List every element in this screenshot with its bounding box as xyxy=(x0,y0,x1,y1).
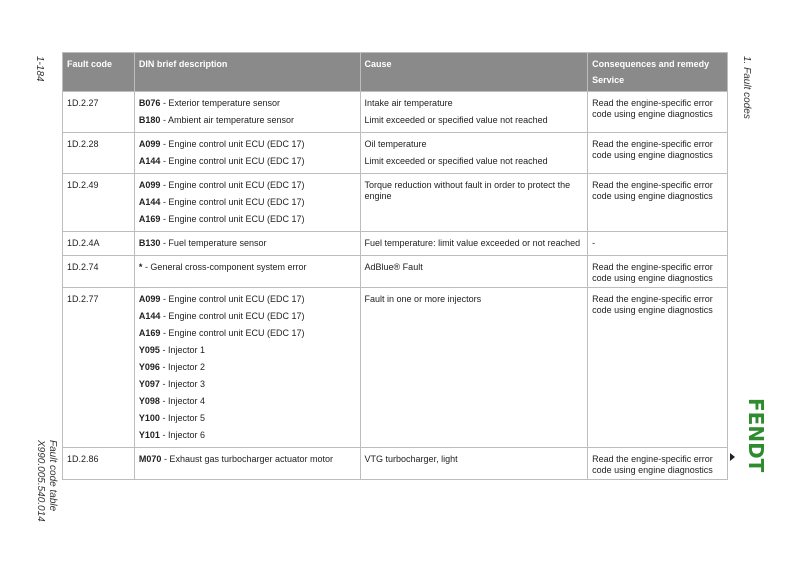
din-entry xyxy=(139,393,356,410)
table-header-row xyxy=(63,53,728,92)
footer-title: Fault code table xyxy=(47,440,58,512)
din-entry xyxy=(139,259,356,276)
din-component-code: Y096 xyxy=(138,362,160,372)
section-title: 1. Fault codes xyxy=(741,56,752,119)
fault-code-cell: 1D.2.4A xyxy=(63,232,135,256)
din-component-text: - Injector 4 xyxy=(159,396,205,406)
din-entry xyxy=(139,136,356,153)
din-entry xyxy=(139,153,356,170)
cause-text: AdBlue® Fault xyxy=(364,262,423,272)
din-entry xyxy=(139,359,356,376)
fault-code-cell: 1D.2.74 xyxy=(63,256,135,288)
fault-code-cell: 1D.2.86 xyxy=(63,448,135,480)
din-entry xyxy=(139,342,356,359)
footer-doc-number: X990.005.540.014 xyxy=(35,440,46,522)
din-component-text: - Engine control unit ECU (EDC 17) xyxy=(160,156,305,166)
header-fault-code: Fault code xyxy=(63,53,135,92)
din-component-code: A144 xyxy=(138,311,161,321)
table-row xyxy=(63,133,728,174)
din-entry xyxy=(139,235,356,252)
din-entry xyxy=(139,177,356,194)
din-entry xyxy=(139,291,356,308)
fault-code-cell: 1D.2.28 xyxy=(63,133,135,174)
din-entry xyxy=(139,194,356,211)
cause-text: Limit exceeded or specified value not reached xyxy=(364,115,548,125)
din-component-code: A144 xyxy=(138,156,161,166)
fault-code-cell: 1D.2.77 xyxy=(63,288,135,448)
din-component-text: - Ambient air temperature sensor xyxy=(160,115,294,125)
din-entry xyxy=(139,211,356,228)
din-component-text: - Injector 5 xyxy=(159,413,205,423)
din-component-code: * xyxy=(138,262,143,272)
din-component-text: - Exterior temperature sensor xyxy=(160,98,280,108)
din-component-code: M070 xyxy=(138,454,162,464)
din-component-text: - Engine control unit ECU (EDC 17) xyxy=(160,139,305,149)
fault-code-cell: 1D.2.49 xyxy=(63,174,135,232)
din-description-cell xyxy=(134,133,360,174)
document-footer xyxy=(34,440,58,522)
din-component-code: Y101 xyxy=(138,430,160,440)
din-component-text: - Engine control unit ECU (EDC 17) xyxy=(160,214,305,224)
din-component-text: - Engine control unit ECU (EDC 17) xyxy=(160,180,305,190)
remedy-cell: Read the engine-specific error code using engine diagnostics xyxy=(588,448,728,480)
table-row xyxy=(63,448,728,480)
cause-cell xyxy=(360,174,588,232)
din-component-text: - Exhaust gas turbocharger actuator motor xyxy=(161,454,334,464)
remedy-cell: Read the engine-specific error code using engine diagnostics xyxy=(588,133,728,174)
cause-text: Fuel temperature: limit value exceeded or not reached xyxy=(364,238,581,248)
din-component-code: A169 xyxy=(138,328,161,338)
din-entry xyxy=(139,451,356,468)
table-row xyxy=(63,288,728,448)
remedy-cell: Read the engine-specific error code using engine diagnostics xyxy=(588,288,728,448)
cause-cell xyxy=(360,92,588,133)
din-entry xyxy=(139,325,356,342)
din-component-text: - Engine control unit ECU (EDC 17) xyxy=(160,311,305,321)
din-component-code: B130 xyxy=(138,238,161,248)
din-entry xyxy=(139,376,356,393)
cause-cell xyxy=(360,288,588,448)
cause-text: Fault in one or more injectors xyxy=(364,294,482,304)
fault-code-table xyxy=(62,52,728,480)
din-description-cell xyxy=(134,174,360,232)
fendt-logo xyxy=(744,398,768,502)
din-component-code: Y098 xyxy=(138,396,160,406)
remedy-cell: Read the engine-specific error code using engine diagnostics xyxy=(588,174,728,232)
din-entry xyxy=(139,308,356,325)
cause-text: Intake air temperature xyxy=(364,98,453,108)
logo-text: FENDT xyxy=(744,398,768,473)
din-component-text: - Injector 3 xyxy=(159,379,205,389)
din-component-text: - Injector 1 xyxy=(159,345,205,355)
cause-cell xyxy=(360,232,588,256)
table-row xyxy=(63,232,728,256)
remedy-cell: Read the engine-specific error code using engine diagnostics xyxy=(588,256,728,288)
din-component-text: - Fuel temperature sensor xyxy=(160,238,267,248)
din-component-code: B076 xyxy=(138,98,161,108)
page-number: 1-184 xyxy=(34,56,45,82)
din-entry xyxy=(139,427,356,444)
din-component-code: A169 xyxy=(138,214,161,224)
din-entry xyxy=(139,112,356,129)
din-component-text: - Injector 6 xyxy=(159,430,205,440)
din-description-cell xyxy=(134,448,360,480)
header-cause: Cause xyxy=(360,53,588,92)
din-component-text: - Engine control unit ECU (EDC 17) xyxy=(160,294,305,304)
din-component-code: Y100 xyxy=(138,413,160,423)
din-component-code: A099 xyxy=(138,180,161,190)
remedy-cell: - xyxy=(588,232,728,256)
cause-text: VTG turbocharger, light xyxy=(364,454,458,464)
din-component-code: B180 xyxy=(138,115,161,125)
din-entry xyxy=(139,95,356,112)
din-component-text: - Injector 2 xyxy=(159,362,205,372)
din-description-cell xyxy=(134,232,360,256)
next-page-arrow-icon[interactable] xyxy=(730,453,735,461)
header-consequences-line1: Consequences and remedy xyxy=(592,59,710,69)
cause-cell xyxy=(360,448,588,480)
din-component-code: Y097 xyxy=(138,379,160,389)
din-component-text: - Engine control unit ECU (EDC 17) xyxy=(160,328,305,338)
din-entry xyxy=(139,410,356,427)
cause-text: Oil temperature xyxy=(364,139,427,149)
din-component-code: A099 xyxy=(138,139,161,149)
header-consequences-line2: Service xyxy=(592,75,625,85)
cause-cell xyxy=(360,133,588,174)
cause-text: Torque reduction without fault in order to protect the engine xyxy=(364,180,571,201)
table-row xyxy=(63,256,728,288)
din-component-code: A144 xyxy=(138,197,161,207)
table-row xyxy=(63,174,728,232)
fault-code-cell: 1D.2.27 xyxy=(63,92,135,133)
remedy-cell: Read the engine-specific error code using engine diagnostics xyxy=(588,92,728,133)
din-description-cell xyxy=(134,92,360,133)
din-description-cell xyxy=(134,288,360,448)
cause-cell xyxy=(360,256,588,288)
din-component-code: A099 xyxy=(138,294,161,304)
table-row xyxy=(63,92,728,133)
din-component-text: - General cross-component system error xyxy=(142,262,307,272)
header-consequences xyxy=(588,53,728,92)
header-din-description: DIN brief description xyxy=(134,53,360,92)
din-component-text: - Engine control unit ECU (EDC 17) xyxy=(160,197,305,207)
din-description-cell xyxy=(134,256,360,288)
cause-text: Limit exceeded or specified value not reached xyxy=(364,156,548,166)
din-component-code: Y095 xyxy=(138,345,160,355)
